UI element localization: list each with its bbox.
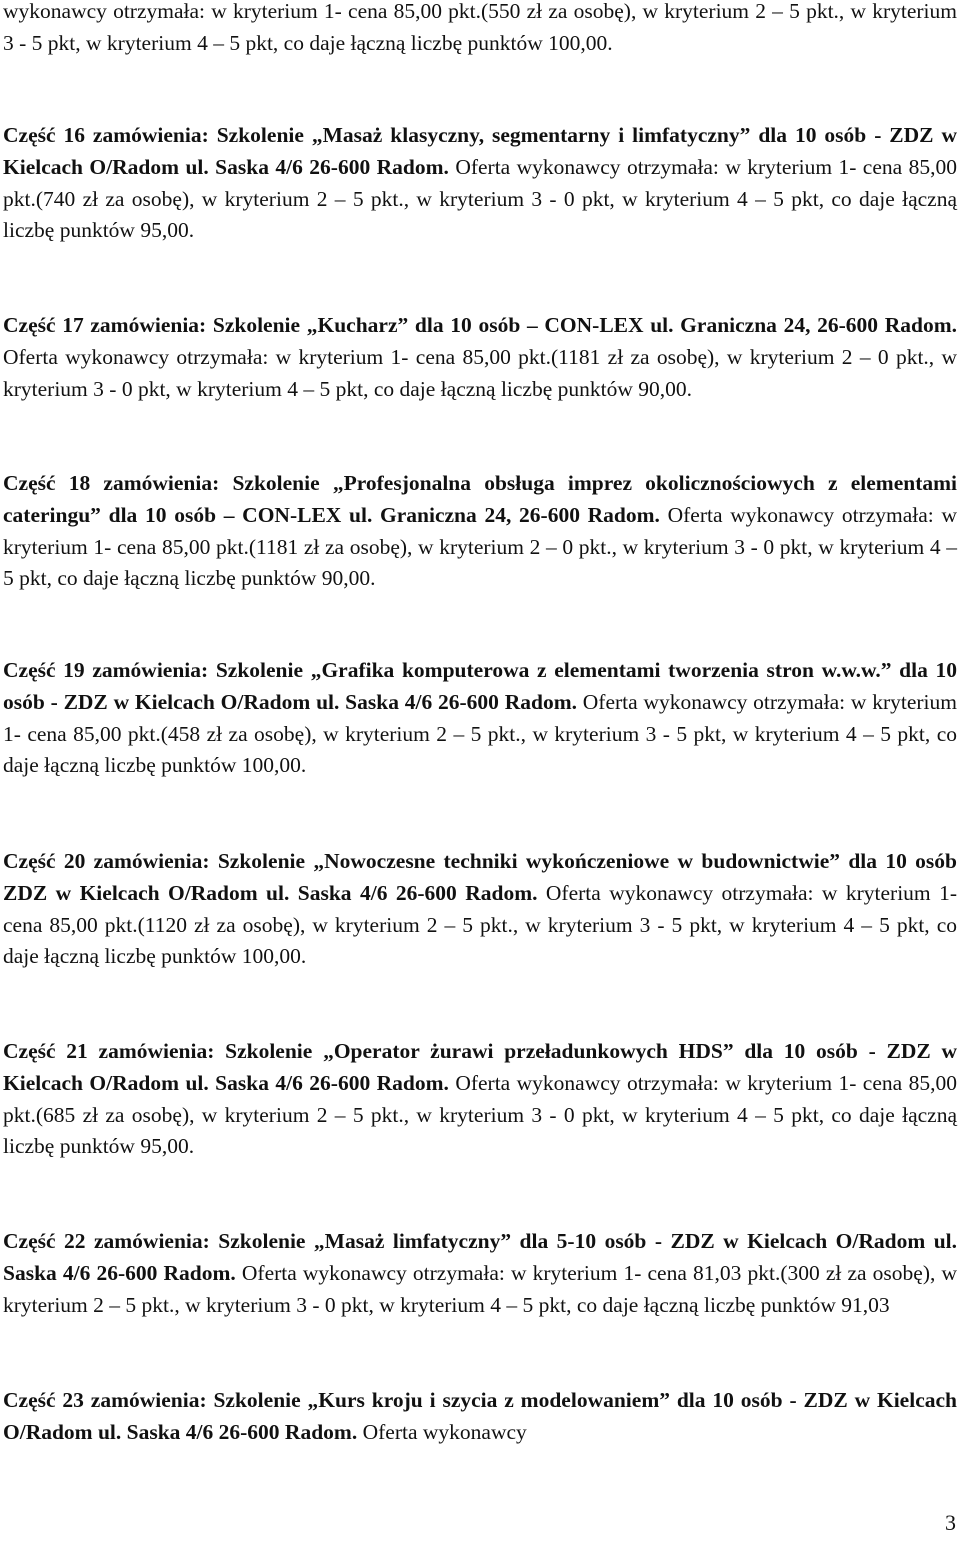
paragraph-heading: Część 19 zamówienia: Szkolenie „Grafika komputerowa z elementami tworzenia stron w.w.w.” dla 10 osób - ZDZ w Kielcach O/Radom ul. Saska 4/6 26-600 Radom. [3, 658, 957, 714]
paragraph-text: Oferta wykonawcy otrzymała: w kryterium 1- cena 85,00 pkt.(685 zł za osobę), w kryterium 2 – 5 pkt., w kryterium 3 - 0 pkt, w kryterium 4 – 5 pkt, co daje łączną liczbę punktów 95,00. [3, 1070, 957, 1159]
page-number: 3 [945, 1510, 956, 1535]
paragraph-heading: Część 22 zamówienia: Szkolenie „Masaż limfatyczny” dla 5-10 osób - ZDZ w Kielcach O/Radom ul. Saska 4/6 26-600 Radom. [3, 1229, 957, 1285]
paragraph-heading: Część 21 zamówienia: Szkolenie „Operator żurawi przeładunkowych HDS” dla 10 osób - ZDZ w Kielcach O/Radom ul. Saska 4/6 26-600 Radom. [3, 1039, 957, 1095]
paragraph-heading: Część 18 zamówienia: Szkolenie „Profesjonalna obsługa imprez okolicznościowych z elementami cateringu” dla 10 osób – CON-LEX ul. Graniczna 24, 26-600 Radom. [3, 471, 957, 527]
paragraph-part-20 [3, 846, 957, 973]
paragraph-heading: Część 17 zamówienia: Szkolenie „Kucharz” dla 10 osób – CON-LEX ul. Graniczna 24, 26-600 Radom. [3, 313, 957, 337]
paragraph-heading: Część 20 zamówienia: Szkolenie „Nowoczesne techniki wykończeniowe w budownictwie” dla 10 osób ZDZ w Kielcach O/Radom ul. Saska 4/6 26-600 Radom. [3, 849, 957, 905]
paragraph-part-21 [3, 1036, 957, 1163]
paragraph-heading: Część 16 zamówienia: Szkolenie „Masaż klasyczny, segmentarny i limfatyczny” dla 10 osób - ZDZ w Kielcach O/Radom ul. Saska 4/6 26-600 Radom. [3, 123, 957, 179]
paragraph-text: wykonawcy otrzymała: w kryterium 1- cena 85,00 pkt.(550 zł za osobę), w kryterium 2 – 5 pkt., w kryterium 3 - 5 pkt, w kryterium 4 – 5 pkt, co daje łączną liczbę punktów 100,00. [3, 0, 957, 55]
paragraph-part-23 [3, 1385, 957, 1449]
paragraph-text: Oferta wykonawcy otrzymała: w kryterium 1- cena 85,00 pkt.(1120 zł za osobę), w kryterium 2 – 5 pkt., w kryterium 3 - 5 pkt, w kryterium 4 – 5 pkt, co daje łączną liczbę punktów 100,00. [3, 880, 957, 969]
paragraph-text: Oferta wykonawcy otrzymała: w kryterium 1- cena 85,00 pkt.(1181 zł za osobę), w kryterium 2 – 0 pkt., w kryterium 3 - 0 pkt, w kryterium 4 – 5 pkt, co daje łączną liczbę punktów 90,00. [3, 502, 957, 591]
paragraph-part-19 [3, 655, 957, 782]
paragraph-text: Oferta wykonawcy otrzymała: w kryterium 1- cena 85,00 pkt.(458 zł za osobę), w kryterium 2 – 5 pkt., w kryterium 3 - 5 pkt, w kryterium 4 – 5 pkt, co daje łączną liczbę punktów 100,00. [3, 689, 957, 778]
paragraph-text: Oferta wykonawcy otrzymała: w kryterium 1- cena 81,03 pkt.(300 zł za osobę), w kryterium 2 – 5 pkt., w kryterium 3 - 0 pkt, w kryterium 4 – 5 pkt, co daje łączną liczbę punktów 91,03 [3, 1260, 958, 1317]
paragraph-text: Oferta wykonawcy otrzymała: w kryterium 1- cena 85,00 pkt.(740 zł za osobę), w kryterium 2 – 5 pkt., w kryterium 3 - 0 pkt, w kryterium 4 – 5 pkt, co daje łączną liczbę punktów 95,00. [3, 154, 957, 243]
paragraph-text: Oferta wykonawcy [362, 1419, 527, 1444]
paragraph-part-18 [3, 468, 957, 595]
paragraph-part-22 [3, 1226, 957, 1321]
paragraph-part-17 [3, 310, 957, 405]
paragraph-15-continuation [3, 0, 957, 60]
paragraph-part-16 [3, 120, 957, 247]
paragraph-text: Oferta wykonawcy otrzymała: w kryterium 1- cena 85,00 pkt.(1181 zł za osobę), w kryterium 2 – 0 pkt., w kryterium 3 - 0 pkt, w kryterium 4 – 5 pkt, co daje łączną liczbę punktów 90,00. [3, 344, 957, 401]
paragraph-heading: Część 23 zamówienia: Szkolenie „Kurs kroju i szycia z modelowaniem” dla 10 osób - ZDZ w Kielcach O/Radom ul. Saska 4/6 26-600 Radom. [3, 1388, 957, 1444]
